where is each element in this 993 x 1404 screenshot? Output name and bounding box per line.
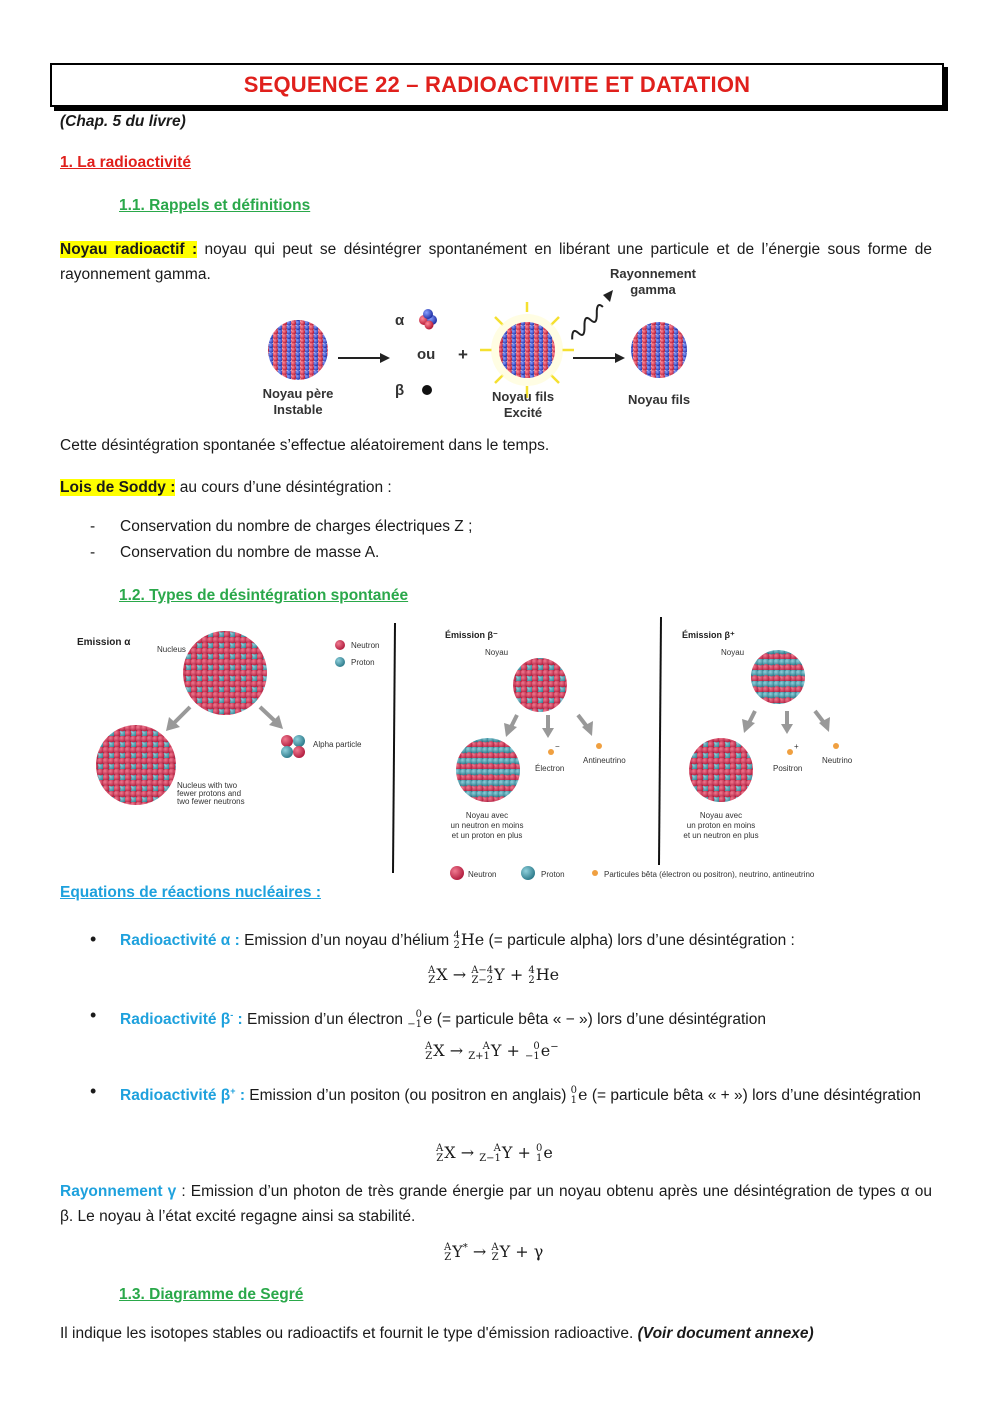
legend-particle-icon <box>592 870 598 876</box>
father-nucleus <box>268 320 328 380</box>
svg-text:un proton en moins: un proton en moins <box>686 821 756 830</box>
label-beta: β <box>395 382 405 399</box>
equation-gamma: A Z Y* → A Z Y + γ <box>444 1241 544 1263</box>
daughter-nucleus-beta-minus <box>456 738 520 802</box>
label-fils: Noyau fils <box>627 392 691 407</box>
svg-text:−: − <box>555 742 560 751</box>
label-alpha: α <box>395 312 405 329</box>
neutron-legend-icon <box>335 640 345 650</box>
term-lois-soddy: Lois de Soddy : <box>60 479 176 496</box>
list-item-loi-2: - Conservation du nombre de masse A. <box>90 544 380 561</box>
page-title: SEQUENCE 22 – RADIOACTIVITE ET DATATION <box>243 72 751 97</box>
label-nucleus: Nucleus <box>157 645 186 654</box>
label-alpha-particle: Alpha particle <box>313 740 362 749</box>
section-1-2-heading: 1.2. Types de désintégration spontanée <box>119 587 409 604</box>
parent-nucleus-beta-plus <box>751 650 805 704</box>
daughter-nucleus-beta-plus <box>689 738 753 802</box>
soddy-text: au cours d’une désintégration : <box>175 479 392 496</box>
svg-text:et un neutron en plus: et un neutron en plus <box>683 831 759 840</box>
svg-text:et un proton en plus: et un proton en plus <box>451 831 523 840</box>
excited-nucleus <box>499 322 555 378</box>
arrow-icon <box>380 353 390 363</box>
decay-schematic-figure <box>255 262 715 427</box>
panel-alpha-title: Emission α <box>77 637 131 648</box>
chapter-reference: (Chap. 5 du livre) <box>60 113 186 130</box>
svg-text:Proton: Proton <box>351 658 375 667</box>
parent-nucleus-beta-minus <box>513 658 567 712</box>
bullet-beta-minus: • Radioactivité β- : Emission d’un électron 0 −1 e (= particule bêta « − ») lors d’une désintégration <box>90 1005 766 1030</box>
label-plus: + <box>458 345 468 364</box>
label-rayonnement: Rayonnement <box>610 266 696 281</box>
page-title-box <box>50 63 944 107</box>
equations-heading: Equations de réactions nucléaires : <box>60 884 321 901</box>
svg-text:fewer protons and: fewer protons and <box>177 789 242 798</box>
bullet-beta-plus: • Radioactivité β+ : Emission d’un positon (ou positron en anglais) 0 1 e (= particule bêta « + ») lors d’une désintégration <box>90 1081 921 1106</box>
legend-proton-icon <box>521 866 535 880</box>
aleatoire-text: Cette désintégration spontanée s’effectue aléatoirement dans le temps. <box>60 437 550 454</box>
daughter-nucleus <box>631 322 687 378</box>
parent-nucleus-alpha <box>183 631 267 715</box>
svg-text:Antineutrino: Antineutrino <box>583 756 626 765</box>
section-1-1-heading: 1.1. Rappels et définitions <box>119 197 311 214</box>
soddy-line <box>60 475 932 500</box>
legend-neutron-icon <box>450 866 464 880</box>
svg-text:Particules bêta (électron ou p: Particules bêta (électron ou positron), neutrino, antineutrino <box>604 870 815 879</box>
bullet-alpha: • Radioactivité α : Emission d’un noyau d’hélium 4 2 He (= particule alpha) lors d’une désintégration : <box>90 929 795 951</box>
svg-text:Noyau avec: Noyau avec <box>699 811 743 820</box>
annex-reference: (Voir document annexe) <box>637 1325 814 1342</box>
svg-text:Proton: Proton <box>541 870 565 879</box>
arrow-icon <box>615 353 625 363</box>
section-1-heading: 1. La radioactivité <box>60 154 191 171</box>
equation-alpha: A Z X → A−4 Z−2 Y + 4 2 He <box>428 964 560 986</box>
svg-text:Neutron: Neutron <box>351 641 380 650</box>
panel-beta-plus-title: Émission β⁺ <box>682 630 735 640</box>
decay-types-figure <box>70 615 860 883</box>
equation-beta-plus: A Z X → A Z−1 Y + 0 1 e <box>436 1142 553 1164</box>
proton-legend-icon <box>335 657 345 667</box>
segre-paragraph: Il indique les isotopes stables ou radioactifs et fournit le type d'émission radioactive. (Voir document annexe) <box>60 1325 814 1342</box>
beta-particle <box>422 385 432 395</box>
label-fils-exc-1: Noyau fils <box>491 389 555 404</box>
panel-separator <box>659 617 661 865</box>
gamma-wave-icon <box>564 304 610 339</box>
svg-text:two fewer neutrons: two fewer neutrons <box>177 797 245 806</box>
svg-text:Positron: Positron <box>773 764 803 773</box>
label-ou: ou <box>417 346 436 363</box>
definition-text: noyau qui peut se désintégrer spontanément en libérant une particule et de l’énergie sous forme de rayonnement gamma. <box>60 241 932 283</box>
label-pere-2: Instable <box>273 402 323 417</box>
list-item-loi-1: - Conservation du nombre de charges électriques Z ; <box>90 518 473 535</box>
panel-beta-minus-title: Émission β⁻ <box>445 630 498 640</box>
equation-beta-minus: A Z X → A Z+1 Y + 0 −1 e− <box>425 1040 559 1062</box>
svg-text:Électron: Électron <box>535 764 565 773</box>
svg-text:+: + <box>794 742 799 751</box>
label-fils-exc-2: Excité <box>503 405 543 420</box>
label-pere-1: Noyau père <box>262 386 334 401</box>
label-gamma: gamma <box>630 282 676 297</box>
svg-text:Noyau: Noyau <box>721 648 745 657</box>
svg-text:un neutron en moins: un neutron en moins <box>450 821 524 830</box>
svg-text:Noyau: Noyau <box>485 648 509 657</box>
svg-text:Noyau avec: Noyau avec <box>465 811 509 820</box>
daughter-nucleus-alpha <box>96 725 176 805</box>
svg-text:Nucleus with two: Nucleus with two <box>177 781 238 790</box>
panel-separator <box>393 623 395 873</box>
svg-text:Neutrino: Neutrino <box>822 756 853 765</box>
term-noyau-radioactif: Noyau radioactif : <box>60 241 198 258</box>
gamma-paragraph: Rayonnement γ : Emission d’un photon de très grande énergie par un noyau obtenu après une désintégration de types α ou β. Le noyau à l’état excité regagne ainsi sa stabilité. <box>60 1183 932 1225</box>
svg-text:Neutron: Neutron <box>468 870 497 879</box>
section-1-3-heading: 1.3. Diagramme de Segré <box>119 1286 304 1303</box>
